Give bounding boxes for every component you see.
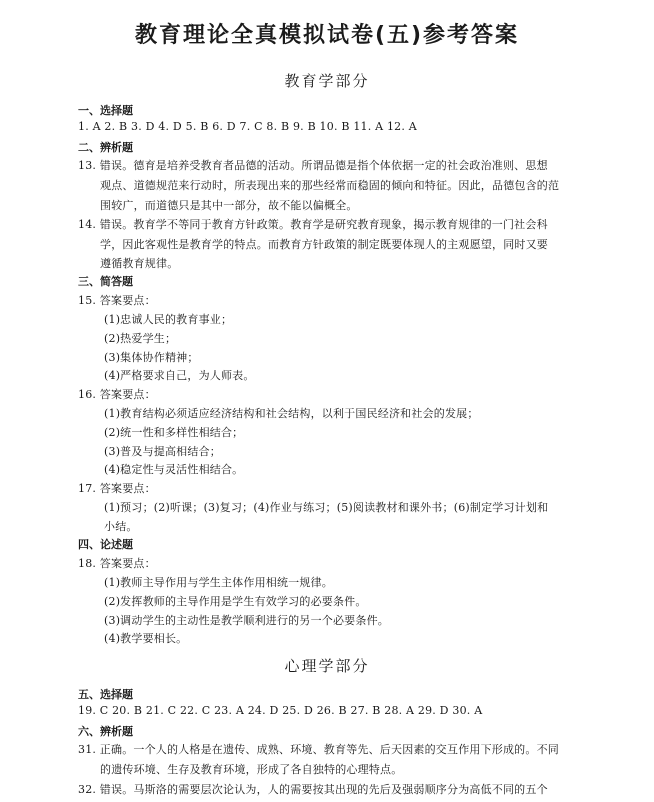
answer-line: (1)预习；(2)听课；(3)复习；(4)作业与练习；(5)阅读教材和课外书；(6)制定学习计划和 <box>104 501 549 514</box>
answer-line: 16. 答案要点： <box>78 388 156 401</box>
answer-line: (3)普及与提高相结合； <box>104 445 221 458</box>
answer-line: (2)热爱学生； <box>104 332 177 345</box>
answer-line: (3)调动学生的主动性是教学顺利进行的另一个必要条件。 <box>104 614 389 627</box>
answer-line: 遵循教育规律。 <box>100 257 179 270</box>
answer-line: 1. A 2. B 3. D 4. D 5. B 6. D 7. C 8. B 9. B 10. B 11. A 12. A <box>78 120 417 133</box>
page-title: 教育理论全真模拟试卷(五)参考答案 <box>134 23 520 48</box>
heading-choice: 一、选择题 <box>78 104 133 117</box>
heading-essay: 四、论述题 <box>78 538 133 551</box>
answer-line: 15. 答案要点： <box>78 294 156 307</box>
heading-choice-2: 五、选择题 <box>78 688 133 701</box>
answer-line: (4)教学要相长。 <box>104 632 188 645</box>
answer-line: 的遗传环境、生存及教育环境，形成了各自独特的心理特点。 <box>100 763 403 776</box>
answer-line: (3)集体协作精神； <box>104 351 199 364</box>
answer-line: (1)忠诚人民的教育事业； <box>104 313 233 326</box>
answer-line: 17. 答案要点： <box>78 482 156 495</box>
answer-line: 18. 答案要点： <box>78 557 156 570</box>
answer-line: 13. 错误。德育是培养受教育者品德的活动。所谓品德是指个体依据一定的社会政治准则、思想 <box>78 159 548 172</box>
heading-analysis: 二、辨析题 <box>78 141 133 154</box>
answer-line: (2)发挥教师的主导作用是学生有效学习的必要条件。 <box>104 595 367 608</box>
section-title-psychology: 心理学部分 <box>284 657 370 675</box>
answer-line: 观点、道德规范来行动时，所表现出来的那些经常而稳固的倾向和特征。因此，品德包含的范 <box>100 179 560 192</box>
answer-line: 31. 正确。一个人的人格是在遗传、成熟、环境、教育等先、后天因素的交互作用下形成的。不同 <box>78 743 559 756</box>
answer-line: 32. 错误。马斯洛的需要层次论认为，人的需要按其出现的先后及强弱顺序分为高低不同的五个 <box>78 783 548 796</box>
answer-line: 围较广，而道德只是其中一部分，故不能以偏概全。 <box>100 199 358 212</box>
answer-line: (4)严格要求自己，为人师表。 <box>104 369 255 382</box>
answer-line: 学，因此客观性是教育学的特点。而教育方针政策的制定既要体现人的主观愿望，同时又要 <box>100 238 548 251</box>
answer-line: 19. C 20. B 21. C 22. C 23. A 24. D 25. D 26. B 27. B 28. A 29. D 30. A <box>78 704 483 717</box>
answer-line: (1)教师主导作用与学生主体作用相统一规律。 <box>104 576 333 589</box>
answer-line: (2)统一性和多样性相结合； <box>104 426 244 439</box>
section-title-pedagogy: 教育学部分 <box>284 72 370 90</box>
heading-analysis-2: 六、辨析题 <box>78 725 133 738</box>
answer-line: (1)教育结构必须适应经济结构和社会结构，以利于国民经济和社会的发展； <box>104 407 479 420</box>
heading-short-answer: 三、简答题 <box>78 275 133 288</box>
answer-line: 14. 错误。教育学不等同于教育方针政策。教育学是研究教育现象，揭示教育规律的一门社会科 <box>78 218 548 231</box>
answer-line: (4)稳定性与灵活性相结合。 <box>104 463 244 476</box>
answer-line: 小结。 <box>104 520 138 533</box>
